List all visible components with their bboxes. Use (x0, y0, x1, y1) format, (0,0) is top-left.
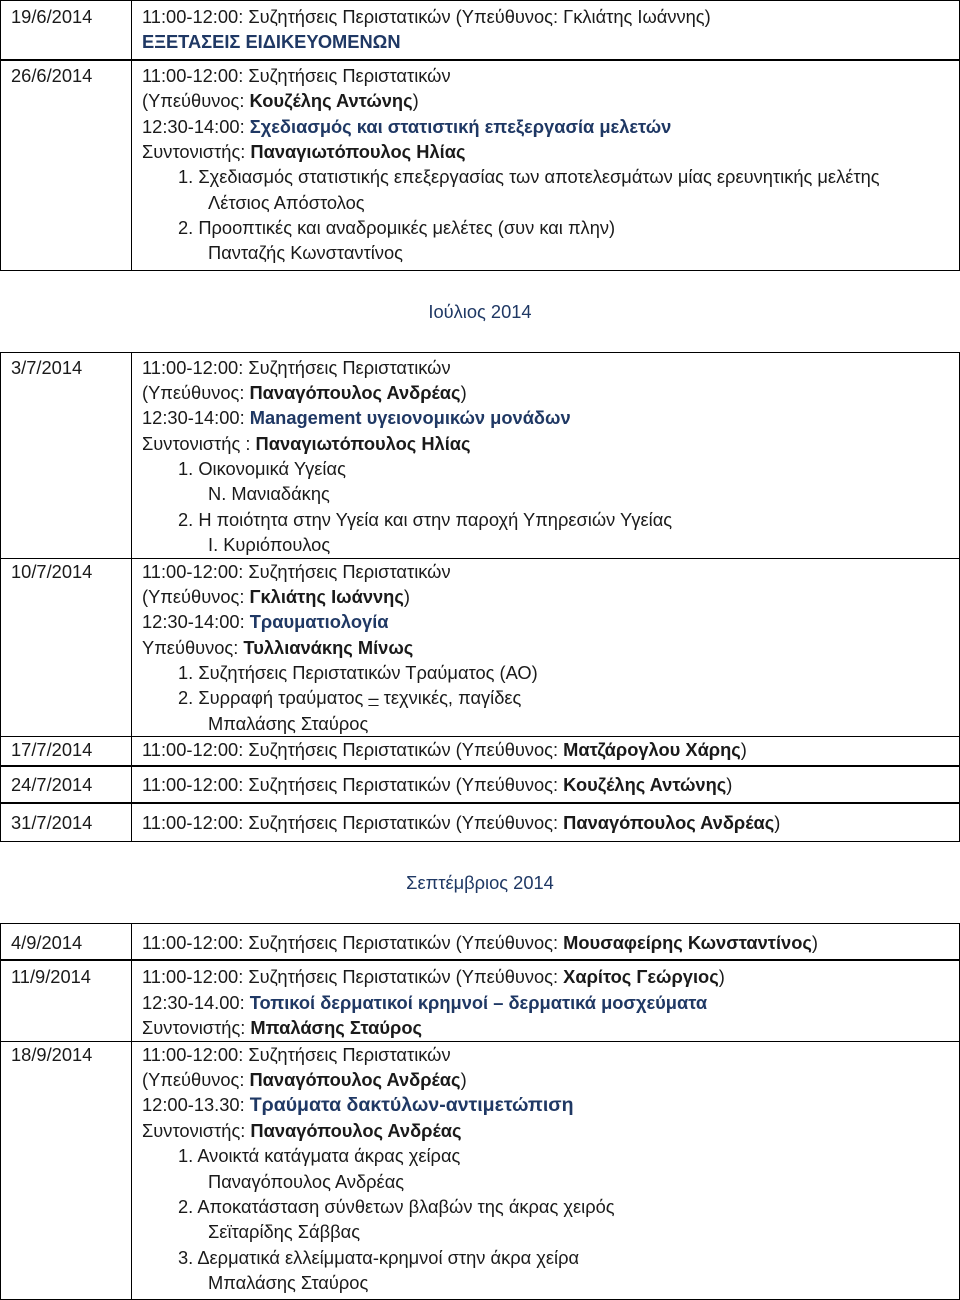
schedule-table (0, 803, 960, 842)
schedule-row (1, 961, 960, 1041)
line-text: 1. Ανοικτά κατάγματα άκρας χείρας (178, 1145, 461, 1167)
line-text: 12:30-14:00: (142, 611, 250, 633)
line-text: Μπαλάσης Σταύρος (208, 712, 369, 734)
person-name: Παναγόπουλος Ανδρέας (563, 812, 775, 834)
session-line (142, 1042, 959, 1067)
line-text: 11:00-12:00: Συζητήσεις Περιστατικών (142, 65, 451, 86)
session-details (132, 804, 960, 842)
agenda-item-line (142, 711, 959, 736)
agenda-item-line (142, 1219, 959, 1244)
person-name: Παναγιωτόπουλος Ηλίας (250, 140, 466, 162)
line-text: 11:00-12:00: Συζητήσεις Περιστατικών (Υπεύθυνος: (142, 739, 564, 761)
session-line (142, 772, 959, 797)
session-details (132, 558, 960, 737)
line-text: 12:30-14:00: (142, 407, 250, 429)
session-line (142, 431, 959, 456)
session-line (142, 1067, 959, 1092)
person-name: Παναγόπουλος Ανδρέας (250, 1119, 462, 1141)
session-line (142, 990, 959, 1015)
session-line (142, 4, 959, 29)
line-text: ) (811, 932, 818, 954)
line-text: 11:00-12:00: Συζητήσεις Περιστατικών (142, 560, 451, 582)
session-topic: Τραυματιολογία (249, 611, 389, 633)
line-text: Ν. Μανιαδάκης (208, 483, 330, 505)
session-topic: ΕΞΕΤΑΣΕΙΣ ΕΙΔΙΚΕΥΟΜΕΝΩΝ (142, 31, 401, 52)
line-text: (Υπεύθυνος: (142, 90, 250, 112)
agenda-item-line (142, 1245, 959, 1270)
session-date: 11/9/2014 (11, 966, 91, 988)
session-topic: Management υγειονομικών μονάδων (249, 407, 571, 429)
session-line (142, 930, 959, 955)
line-text: 11:00-12:00: Συζητήσεις Περιστατικών (142, 1043, 451, 1065)
line-text: Λέτσιος Απόστολος (208, 191, 365, 213)
line-text: 2. Προοπτικές και αναδρομικές μελέτες (συν και πλην) (178, 216, 616, 238)
session-line (142, 63, 959, 88)
line-text: 3. Δερματικά ελλείμματα-κρημνοί στην άκρα χείρα (178, 1246, 580, 1268)
agenda-item-line (142, 1194, 959, 1219)
session-line (142, 810, 959, 835)
session-line (142, 964, 959, 989)
person-name: Τυλλιανάκης Μίνως (243, 636, 414, 658)
session-date: 18/9/2014 (11, 1043, 93, 1065)
session-date: 24/7/2014 (11, 774, 93, 796)
month-heading: Ιούλιος 2014 (428, 300, 532, 322)
line-text: 1. Συζητήσεις Περιστατικών Τραύματος (ΑΟ) (178, 661, 538, 683)
line-text: ) (412, 90, 419, 112)
agenda-item-line (142, 507, 959, 532)
session-line (142, 559, 959, 584)
schedule-table (0, 352, 960, 767)
line-text: ) (740, 739, 747, 761)
session-line (142, 635, 959, 660)
session-topic: Τραύματα δακτύλων-αντιμετώπιση (249, 1094, 574, 1117)
session-details (132, 737, 960, 766)
line-text: 2. Συρραφή τραύματος (178, 687, 369, 709)
agenda-item-line (142, 456, 959, 481)
session-line (142, 1015, 959, 1040)
person-name: Μουσαφείρης Κωνσταντίνος (563, 932, 812, 954)
session-date: 19/6/2014 (11, 6, 93, 27)
line-text: ) (718, 966, 725, 988)
line-text: 11:00-12:00: Συζητήσεις Περιστατικών (Υπεύθυνος: (142, 966, 564, 988)
person-name: Κουζέλης Αντώνης (563, 774, 727, 796)
line-text: 11:00-12:00: Συζητήσεις Περιστατικών (Υπεύθυνος: (142, 812, 564, 834)
agenda-item-line (142, 240, 959, 265)
line-text: Συντονιστής: (142, 140, 251, 162)
line-text: 1. Σχεδιασμός στατιστικής επεξεργασίας των αποτελεσμάτων μίας ερευνητικής μελέτης (178, 166, 880, 188)
schedule-row (1, 924, 960, 960)
agenda-item-line (142, 685, 959, 710)
agenda-item-line (142, 190, 959, 215)
person-name: Παναγόπουλος Ανδρέας (249, 1068, 461, 1090)
line-text: Σεϊταρίδης Σάββας (208, 1221, 361, 1243)
schedule-row (1, 1041, 960, 1300)
session-details (132, 767, 960, 803)
agenda-item-line (142, 1143, 959, 1168)
session-line (142, 609, 959, 634)
session-line (142, 737, 959, 762)
schedule-row (1, 352, 960, 558)
person-name: Ματζάρογλου Χάρης (563, 739, 741, 761)
line-text: Μπαλάσης Σταύρος (208, 1272, 369, 1294)
session-details (132, 61, 960, 271)
schedule-row (1, 61, 960, 271)
line-text: Ι. Κυριόπουλος (208, 534, 331, 556)
person-name: Κουζέλης Αντώνης (249, 90, 413, 112)
session-details (132, 961, 960, 1041)
schedule-table (0, 766, 960, 803)
line-text: (Υπεύθυνος: (142, 585, 250, 607)
session-date: 3/7/2014 (11, 356, 83, 378)
session-details (132, 1, 960, 60)
line-text: Παναγόπουλος Ανδρέας (208, 1170, 405, 1192)
schedule-row (1, 767, 960, 803)
session-details (132, 1041, 960, 1300)
line-text: 12:00-13.30: (142, 1094, 250, 1116)
schedule-table (0, 60, 960, 271)
line-text: – (368, 687, 379, 709)
session-line (142, 29, 959, 54)
schedule-table (0, 923, 960, 960)
person-name: Παναγόπουλος Ανδρέας (249, 381, 461, 403)
session-line (142, 380, 959, 405)
line-text: ) (460, 381, 467, 403)
month-heading: Σεπτέμβριος 2014 (406, 872, 554, 894)
session-date: 31/7/2014 (11, 812, 93, 834)
session-date: 17/7/2014 (11, 739, 93, 761)
line-text: ) (726, 774, 733, 796)
line-text: Συντονιστής: (142, 1017, 251, 1039)
agenda-item-line (142, 481, 959, 506)
line-text: (Υπεύθυνος: (142, 1068, 250, 1090)
line-text: ) (460, 1068, 467, 1090)
session-date: 10/7/2014 (11, 560, 93, 582)
session-line (142, 139, 959, 164)
schedule-table (0, 960, 960, 1300)
schedule-row (1, 737, 960, 766)
agenda-item-line (142, 660, 959, 685)
session-topic: Τοπικοί δερματικοί κρημνοί – δερματικά μοσχεύματα (249, 991, 708, 1013)
session-line (142, 584, 959, 609)
line-text: 11:00-12:00: Συζητήσεις Περιστατικών (142, 356, 451, 378)
line-text: Συντονιστής: (142, 1119, 251, 1141)
line-text: 2. Αποκατάσταση σύνθετων βλαβών της άκρας χειρός (178, 1195, 615, 1217)
person-name: Γκλιάτης Ιωάννης (249, 585, 404, 607)
session-details (132, 924, 960, 960)
line-text: τεχνικές, παγίδες (378, 687, 522, 709)
line-text: 11:00-12:00: Συζητήσεις Περιστατικών (Υπεύθυνος: (142, 774, 564, 796)
session-line (142, 88, 959, 113)
line-text: 11:00-12:00: Συζητήσεις Περιστατικών (Υπεύθυνος: Γκλιάτης Ιωάννης) (142, 6, 711, 27)
session-line (142, 1118, 959, 1143)
session-line (142, 355, 959, 380)
line-text: Υπεύθυνος: (142, 636, 244, 658)
line-text: 12:30-14:00: (142, 115, 250, 137)
schedule-row (1, 804, 960, 842)
line-text: ) (403, 585, 410, 607)
line-text: ) (774, 812, 781, 834)
session-date: 4/9/2014 (11, 932, 83, 954)
session-topic: Σχεδιασμός και στατιστική επεξεργασία μελετών (249, 115, 672, 137)
line-text: Συντονιστής : (142, 432, 256, 454)
person-name: Χαρίτος Γεώργιος (563, 966, 719, 988)
session-line (142, 114, 959, 139)
agenda-item-line (142, 1169, 959, 1194)
session-line (142, 405, 959, 430)
line-text: Πανταζής Κωνσταντίνος (208, 242, 403, 264)
agenda-item-line (142, 215, 959, 240)
agenda-item-line (142, 164, 959, 189)
schedule-row (1, 1, 960, 60)
line-text: 11:00-12:00: Συζητήσεις Περιστατικών (Υπεύθυνος: (142, 932, 564, 954)
schedule-table (0, 0, 960, 60)
person-name: Μπαλάσης Σταύρος (250, 1017, 422, 1039)
line-text: 1. Οικονομικά Υγείας (178, 458, 346, 480)
person-name: Παναγιωτόπουλος Ηλίας (255, 432, 471, 454)
session-date: 26/6/2014 (11, 65, 93, 86)
line-text: 2. Η ποιότητα στην Υγεία και στην παροχή Υπηρεσιών Υγείας (178, 508, 673, 530)
line-text: 12:30-14.00: (142, 991, 250, 1013)
schedule-row (1, 558, 960, 737)
agenda-item-line (142, 532, 959, 557)
session-line (142, 1092, 959, 1117)
line-text: (Υπεύθυνος: (142, 381, 250, 403)
session-details (132, 352, 960, 558)
